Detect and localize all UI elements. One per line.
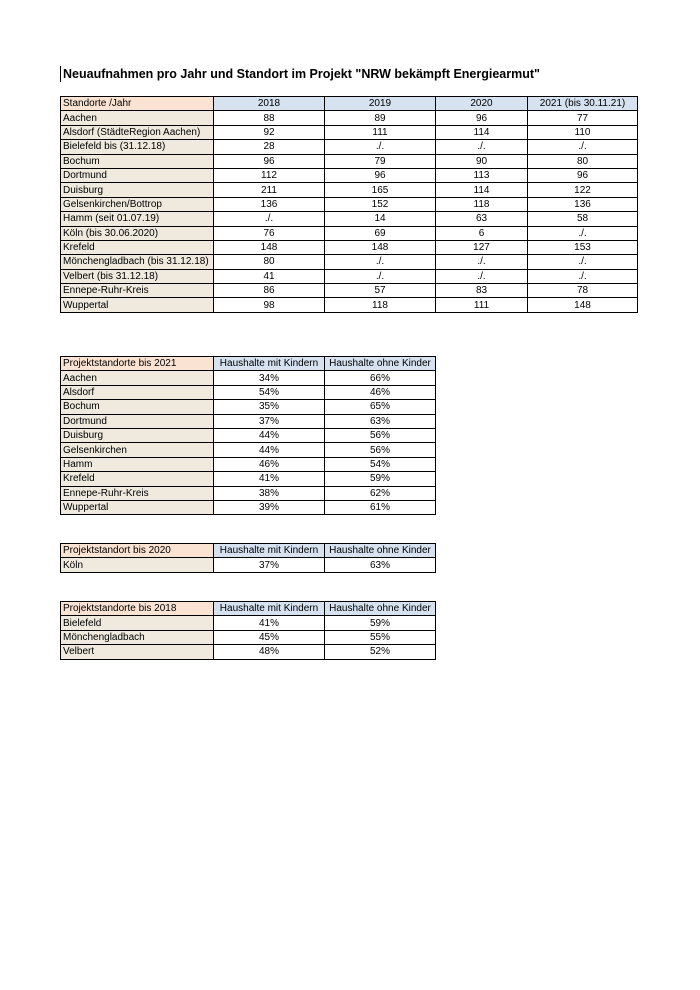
table-cell: 56%	[325, 443, 436, 457]
row-label: Velbert (bis 31.12.18)	[61, 269, 214, 283]
table-row	[61, 645, 436, 659]
page-title: Neuaufnahmen pro Jahr und Standort im Projekt "NRW bekämpft Energiearmut"	[60, 66, 540, 82]
table-cell: 66%	[325, 371, 436, 385]
table-cell: 34%	[214, 371, 325, 385]
table-cell: 118	[436, 197, 528, 211]
row-label: Krefeld	[61, 240, 214, 254]
table-row	[61, 385, 436, 399]
table-cell: 96	[528, 168, 638, 182]
table-cell: 45%	[214, 630, 325, 644]
corner-header: Standorte /Jahr	[61, 97, 214, 111]
row-label: Aachen	[61, 371, 214, 385]
table-row	[61, 284, 638, 298]
table-row	[61, 428, 436, 442]
column-header: Haushalte mit Kindern	[214, 357, 325, 371]
row-label: Ennepe-Ruhr-Kreis	[61, 284, 214, 298]
table-row	[61, 212, 638, 226]
table-cell: 56%	[325, 428, 436, 442]
table-row	[61, 269, 638, 283]
table-cell: 96	[325, 168, 436, 182]
row-label: Alsdorf	[61, 385, 214, 399]
table-cell: 127	[436, 240, 528, 254]
table-cell: 111	[436, 298, 528, 312]
table-cell: 28	[214, 140, 325, 154]
table-cell: ./.	[214, 212, 325, 226]
table-cell: 52%	[325, 645, 436, 659]
table-cell: 148	[214, 240, 325, 254]
table-cell: 63	[436, 212, 528, 226]
table-row	[61, 457, 436, 471]
table-row	[61, 500, 436, 514]
table-cell: 136	[214, 197, 325, 211]
table-row	[61, 630, 436, 644]
table-cell: 6	[436, 226, 528, 240]
table-cell: 111	[325, 125, 436, 139]
table-row	[61, 371, 436, 385]
table-cell: 41%	[214, 616, 325, 630]
table-cell: ./.	[325, 140, 436, 154]
table-row	[61, 486, 436, 500]
table-row	[61, 558, 436, 572]
row-label: Gelsenkirchen/Bottrop	[61, 197, 214, 211]
table-row	[61, 154, 638, 168]
table-body	[61, 111, 638, 312]
table-header-row	[61, 357, 436, 371]
row-label: Gelsenkirchen	[61, 443, 214, 457]
households-2021-table	[60, 356, 436, 515]
table-row	[61, 168, 638, 182]
row-label: Köln	[61, 558, 214, 572]
row-label: Bielefeld bis (31.12.18)	[61, 140, 214, 154]
table-row	[61, 226, 638, 240]
row-label: Bochum	[61, 154, 214, 168]
table-cell: 136	[528, 197, 638, 211]
table-cell: 114	[436, 125, 528, 139]
table-cell: 98	[214, 298, 325, 312]
table-cell: 59%	[325, 472, 436, 486]
table-row	[61, 255, 638, 269]
table-row	[61, 197, 638, 211]
table-row	[61, 443, 436, 457]
new-admissions-table	[60, 96, 638, 313]
table-cell: 211	[214, 183, 325, 197]
table-row	[61, 183, 638, 197]
row-label: Wuppertal	[61, 500, 214, 514]
table-cell: 35%	[214, 400, 325, 414]
table-row	[61, 400, 436, 414]
households-2020-table	[60, 543, 436, 573]
table-cell: 69	[325, 226, 436, 240]
table-row	[61, 414, 436, 428]
table-cell: 46%	[214, 457, 325, 471]
row-label: Duisburg	[61, 183, 214, 197]
row-label: Dortmund	[61, 168, 214, 182]
row-label: Hamm	[61, 457, 214, 471]
table-cell: 44%	[214, 443, 325, 457]
table-cell: 63%	[325, 558, 436, 572]
table-cell: 165	[325, 183, 436, 197]
row-label: Alsdorf (StädteRegion Aachen)	[61, 125, 214, 139]
table-cell: 113	[436, 168, 528, 182]
table-cell: 78	[528, 284, 638, 298]
row-label: Hamm (seit 01.07.19)	[61, 212, 214, 226]
table-cell: 62%	[325, 486, 436, 500]
row-label: Bielefeld	[61, 616, 214, 630]
table-cell: 54%	[325, 457, 436, 471]
table-cell: 79	[325, 154, 436, 168]
column-header: Haushalte mit Kindern	[214, 544, 325, 558]
row-label: Bochum	[61, 400, 214, 414]
table-cell: 114	[436, 183, 528, 197]
table-cell: ./.	[325, 269, 436, 283]
table-cell: 48%	[214, 645, 325, 659]
column-header: 2018	[214, 97, 325, 111]
table-body	[61, 558, 436, 572]
table-cell: 80	[214, 255, 325, 269]
table-cell: ./.	[528, 269, 638, 283]
table-cell: 88	[214, 111, 325, 125]
table-row	[61, 140, 638, 154]
table-cell: 118	[325, 298, 436, 312]
corner-header: Projektstandorte bis 2018	[61, 602, 214, 616]
table-cell: 39%	[214, 500, 325, 514]
table-cell: 148	[325, 240, 436, 254]
table-cell: 58	[528, 212, 638, 226]
column-header: Haushalte ohne Kinder	[325, 357, 436, 371]
table-cell: 110	[528, 125, 638, 139]
table-cell: 41	[214, 269, 325, 283]
table-cell: 89	[325, 111, 436, 125]
row-label: Krefeld	[61, 472, 214, 486]
column-header: Haushalte mit Kindern	[214, 602, 325, 616]
table-row	[61, 298, 638, 312]
table-cell: 55%	[325, 630, 436, 644]
table-row	[61, 125, 638, 139]
table-body	[61, 371, 436, 515]
table-row	[61, 240, 638, 254]
row-label: Mönchengladbach	[61, 630, 214, 644]
table-cell: 46%	[325, 385, 436, 399]
table-cell: ./.	[436, 140, 528, 154]
table-cell: 122	[528, 183, 638, 197]
table-cell: 37%	[214, 558, 325, 572]
column-header: 2019	[325, 97, 436, 111]
table-cell: 96	[214, 154, 325, 168]
table-cell: 76	[214, 226, 325, 240]
row-label: Dortmund	[61, 414, 214, 428]
row-label: Aachen	[61, 111, 214, 125]
table-body	[61, 616, 436, 659]
table-cell: ./.	[436, 269, 528, 283]
table-cell: 86	[214, 284, 325, 298]
table-cell: 38%	[214, 486, 325, 500]
table-cell: 92	[214, 125, 325, 139]
table-header-row	[61, 602, 436, 616]
table-cell: ./.	[528, 255, 638, 269]
table-cell: 83	[436, 284, 528, 298]
table-cell: 77	[528, 111, 638, 125]
table-cell: 59%	[325, 616, 436, 630]
table-cell: 63%	[325, 414, 436, 428]
corner-header: Projektstandort bis 2020	[61, 544, 214, 558]
table-row	[61, 111, 638, 125]
table-cell: 37%	[214, 414, 325, 428]
table-cell: 61%	[325, 500, 436, 514]
column-header: Haushalte ohne Kinder	[325, 602, 436, 616]
row-label: Ennepe-Ruhr-Kreis	[61, 486, 214, 500]
table-cell: 153	[528, 240, 638, 254]
table-cell: ./.	[325, 255, 436, 269]
table-cell: 152	[325, 197, 436, 211]
table-cell: 44%	[214, 428, 325, 442]
table-cell: 41%	[214, 472, 325, 486]
table-cell: 54%	[214, 385, 325, 399]
table-header-row	[61, 544, 436, 558]
table-cell: ./.	[528, 140, 638, 154]
households-2018-table	[60, 601, 436, 660]
table-cell: 65%	[325, 400, 436, 414]
table-cell: 14	[325, 212, 436, 226]
table-cell: ./.	[528, 226, 638, 240]
table-header-row	[61, 97, 638, 111]
row-label: Wuppertal	[61, 298, 214, 312]
row-label: Mönchengladbach (bis 31.12.18)	[61, 255, 214, 269]
row-label: Köln (bis 30.06.2020)	[61, 226, 214, 240]
table-cell: 112	[214, 168, 325, 182]
table-row	[61, 472, 436, 486]
column-header: 2020	[436, 97, 528, 111]
table-cell: ./.	[436, 255, 528, 269]
column-header: 2021 (bis 30.11.21)	[528, 97, 638, 111]
table-cell: 148	[528, 298, 638, 312]
column-header: Haushalte ohne Kinder	[325, 544, 436, 558]
table-cell: 57	[325, 284, 436, 298]
table-cell: 80	[528, 154, 638, 168]
row-label: Duisburg	[61, 428, 214, 442]
table-row	[61, 616, 436, 630]
corner-header: Projektstandorte bis 2021	[61, 357, 214, 371]
table-cell: 90	[436, 154, 528, 168]
table-cell: 96	[436, 111, 528, 125]
row-label: Velbert	[61, 645, 214, 659]
